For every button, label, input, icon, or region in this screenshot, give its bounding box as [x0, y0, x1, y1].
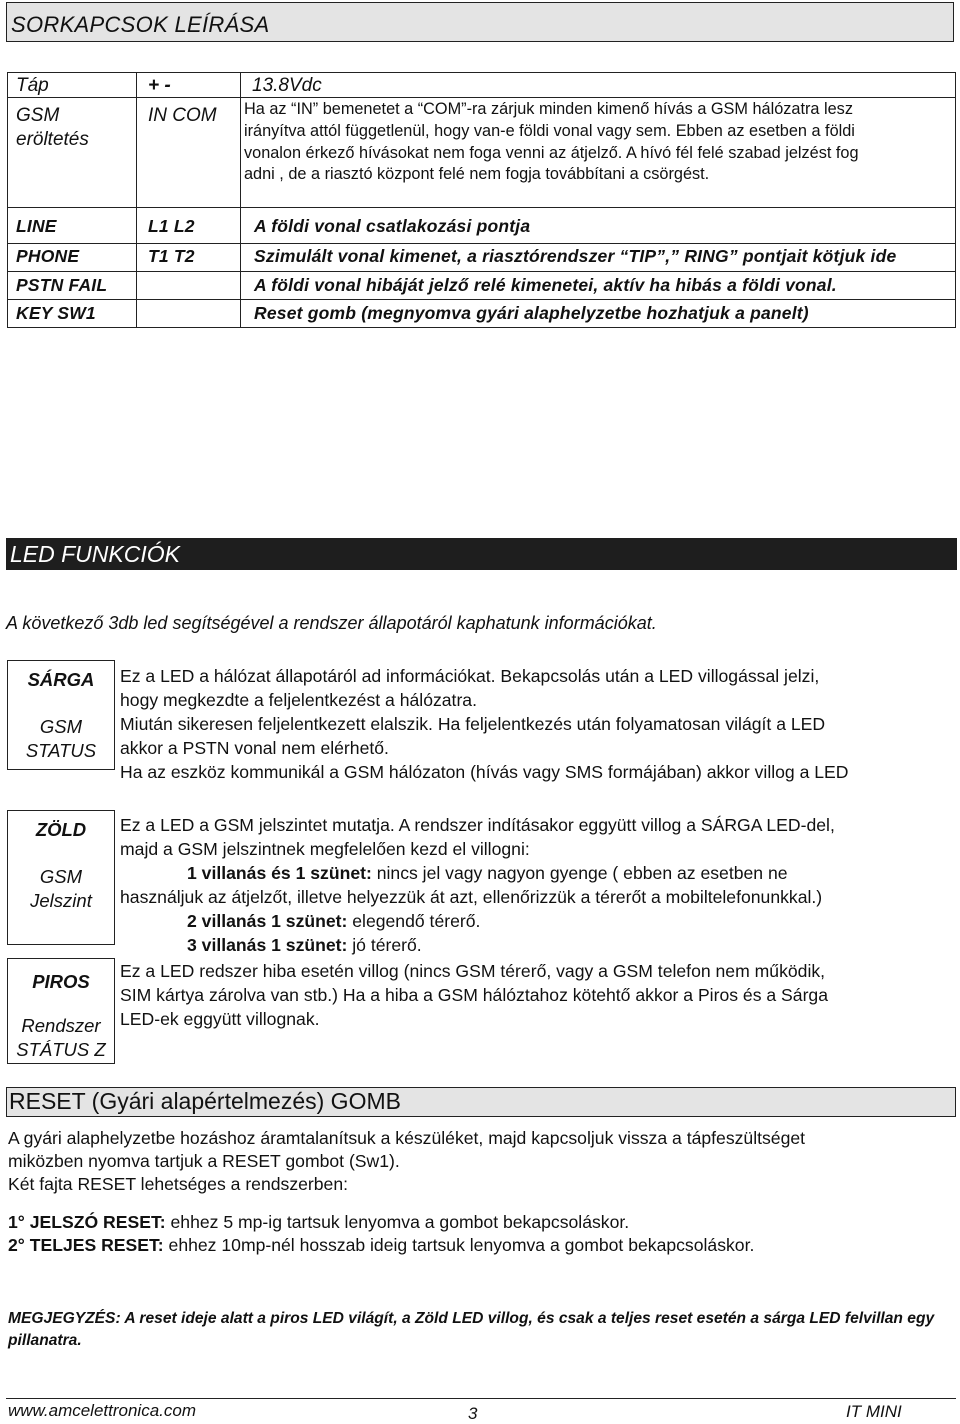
desc-line: vonalon érkező hívásokat nem foga venni az átjelző. A hívó fél felé szabad jelzést fog — [244, 143, 859, 162]
desc-line: miközben nyomva tartjuk a RESET gombot (Sw1). — [8, 1151, 400, 1171]
terminal-table — [7, 72, 956, 328]
led-desc-green — [120, 813, 835, 957]
table-divider — [8, 243, 955, 244]
footer-website: www.amcelettronica.com — [8, 1401, 197, 1420]
terminal-name: GSM — [16, 105, 60, 126]
desc-line: akkor a PSTN vonal nem elérhető. — [120, 738, 389, 758]
led-label-green — [7, 810, 115, 945]
section-header-terminals — [6, 2, 954, 42]
terminal-desc: 13.8Vdc — [252, 75, 322, 96]
reset-option-text: ehhez 10mp-nél hosszab ideig tartsuk lenyomva a gombot bekapcsoláskor. — [163, 1235, 755, 1255]
desc-line: Két fajta RESET lehetséges a rendszerben: — [8, 1174, 349, 1194]
desc-line: irányítva attól függetlenül, hogy van-e földi vonal vagy sem. Ebben az esetben a földi — [244, 121, 855, 140]
led-intro: A következő 3db led segítségével a rendszer állapotáról kaphatunk információkat. — [6, 613, 657, 633]
table-divider — [8, 299, 955, 300]
led-desc-red — [120, 959, 828, 1031]
led-color: PIROS — [32, 971, 90, 992]
table-divider — [8, 207, 955, 208]
terminal-name: KEY SW1 — [16, 303, 96, 323]
terminal-desc: A földi vonal csatlakozási pontja — [254, 216, 531, 236]
led-label: Rendszer — [21, 1015, 101, 1036]
led-label: STATUS — [25, 740, 97, 761]
page-number: 3 — [468, 1404, 478, 1423]
terminal-name: Táp — [16, 75, 49, 96]
led-label: GSM — [39, 716, 83, 737]
blink-meaning: jó térerő. — [347, 935, 422, 955]
desc-line — [120, 909, 835, 933]
terminal-pins: L1 L2 — [148, 216, 195, 236]
section-header-reset — [6, 1087, 956, 1117]
blink-pattern: 1 villanás és 1 szünet: — [187, 863, 372, 883]
desc-line: Ha az “IN” bemenetet a “COM”-ra zárjuk minden kimenő hívás a GSM hálózatra lesz — [244, 100, 853, 118]
desc-line — [120, 861, 835, 885]
desc-line: hogy megkezdte a feljelentkezést a hálózatra. — [120, 690, 477, 710]
reset-option-2 — [8, 1234, 754, 1257]
terminal-pins: T1 T2 — [148, 246, 195, 266]
desc-line: majd a GSM jelszintnek megfelelően kezd el villogni: — [120, 839, 530, 859]
terminal-pins: IN COM — [148, 105, 217, 126]
desc-line: Ez a LED a hálózat állapotáról ad információkat. Bekapcsolás után a LED villogással jelzi, — [120, 666, 820, 686]
desc-line: használjuk az átjelzőt, illetve helyezzük át azt, ellenőrizzük a térerőt a mobiltelefonunkkal.) — [120, 887, 823, 907]
footer-divider — [6, 1398, 956, 1399]
terminal-name: PHONE — [16, 246, 80, 266]
terminal-name: PSTN FAIL — [16, 275, 108, 295]
section-header-led — [6, 538, 957, 570]
reset-option-title: 1° JELSZÓ RESET: — [8, 1212, 166, 1232]
blink-pattern: 2 villanás 1 szünet: — [187, 911, 348, 931]
led-label-yellow — [7, 660, 115, 770]
terminal-desc: A földi vonal hibáját jelző relé kimenetei, aktív ha hibás a földi vonal. — [254, 275, 837, 295]
terminal-name: LINE — [16, 216, 57, 236]
desc-line: A gyári alaphelyzetbe hozáshoz áramtalanítsuk a készüléket, majd kapcsoljuk vissza a tápfeszültséget — [8, 1128, 806, 1148]
desc-line — [120, 933, 835, 957]
led-label: Jelszint — [30, 890, 92, 911]
desc-line: Ez a LED a GSM jelszintet mutatja. A rendszer indításakor eggyütt villog a SÁRGA LED-del, — [120, 815, 835, 835]
led-label: GSM — [39, 866, 83, 887]
reset-description — [8, 1127, 805, 1196]
desc-line: LED-ek eggyütt villognak. — [120, 1009, 320, 1029]
desc-line: adni , de a riasztó központ felé nem fogja továbbítani a csörgést. — [244, 165, 710, 184]
table-divider — [240, 73, 241, 327]
led-label-red — [7, 958, 115, 1064]
desc-line: Miután sikeresen feljelentkezett elalszik. Ha feljelentkezés után folyamatosan világít a LED — [120, 714, 826, 734]
terminal-pins: + - — [148, 75, 171, 96]
table-divider — [8, 97, 955, 98]
blink-pattern: 3 villanás 1 szünet: — [187, 935, 348, 955]
section-title: SORKAPCSOK LEÍRÁSA — [11, 12, 270, 37]
note: MEGJEGYZÉS: A reset ideje alatt a piros LED világít, a Zöld LED villog, és csak a teljes reset esetén a sárga LED felvillan egy pillanatra. — [8, 1310, 935, 1349]
table-divider — [8, 271, 955, 272]
section-title: RESET (Gyári alapértelmezés) GOMB — [9, 1088, 401, 1114]
led-color: ZÖLD — [35, 819, 87, 840]
table-divider — [136, 73, 137, 327]
led-desc-yellow — [120, 664, 849, 784]
blink-meaning: elegendő térerő. — [347, 911, 481, 931]
reset-option-title: 2° TELJES RESET: — [8, 1235, 164, 1255]
desc-line: Ha az eszköz kommunikál a GSM hálózaton (hívás vagy SMS formájában) akkor villog a LED — [120, 762, 849, 782]
reset-option-text: ehhez 5 mp-ig tartsuk lenyomva a gombot bekapcsoláskor. — [165, 1212, 630, 1232]
desc-line: SIM kártya zárolva van stb.) Ha a hiba a GSM hálóztahoz kötehtő akkor a Piros és a Sárga — [120, 985, 829, 1005]
terminal-desc: Reset gomb (megnyomva gyári alaphelyzetbe hozhatjuk a panelt) — [254, 303, 809, 323]
led-color: SÁRGA — [27, 669, 95, 690]
blink-meaning: nincs jel vagy nagyon gyenge ( ebben az esetben ne — [371, 863, 788, 883]
reset-option-1 — [8, 1211, 629, 1234]
desc-line: Ez a LED redszer hiba esetén villog (nincs GSM térerő, vagy a GSM telefon nem működik, — [120, 961, 826, 981]
terminal-name: eröltetés — [16, 129, 89, 150]
terminal-desc: Szimulált vonal kimenet, a riasztórendszer “TIP”,” RING” pontjait kötjuk ide — [254, 246, 897, 266]
terminal-desc — [244, 99, 859, 186]
section-title: LED FUNKCIÓK — [10, 541, 180, 567]
footer-product: IT MINI — [846, 1402, 902, 1421]
led-label: STÁTUS Z — [16, 1039, 106, 1060]
